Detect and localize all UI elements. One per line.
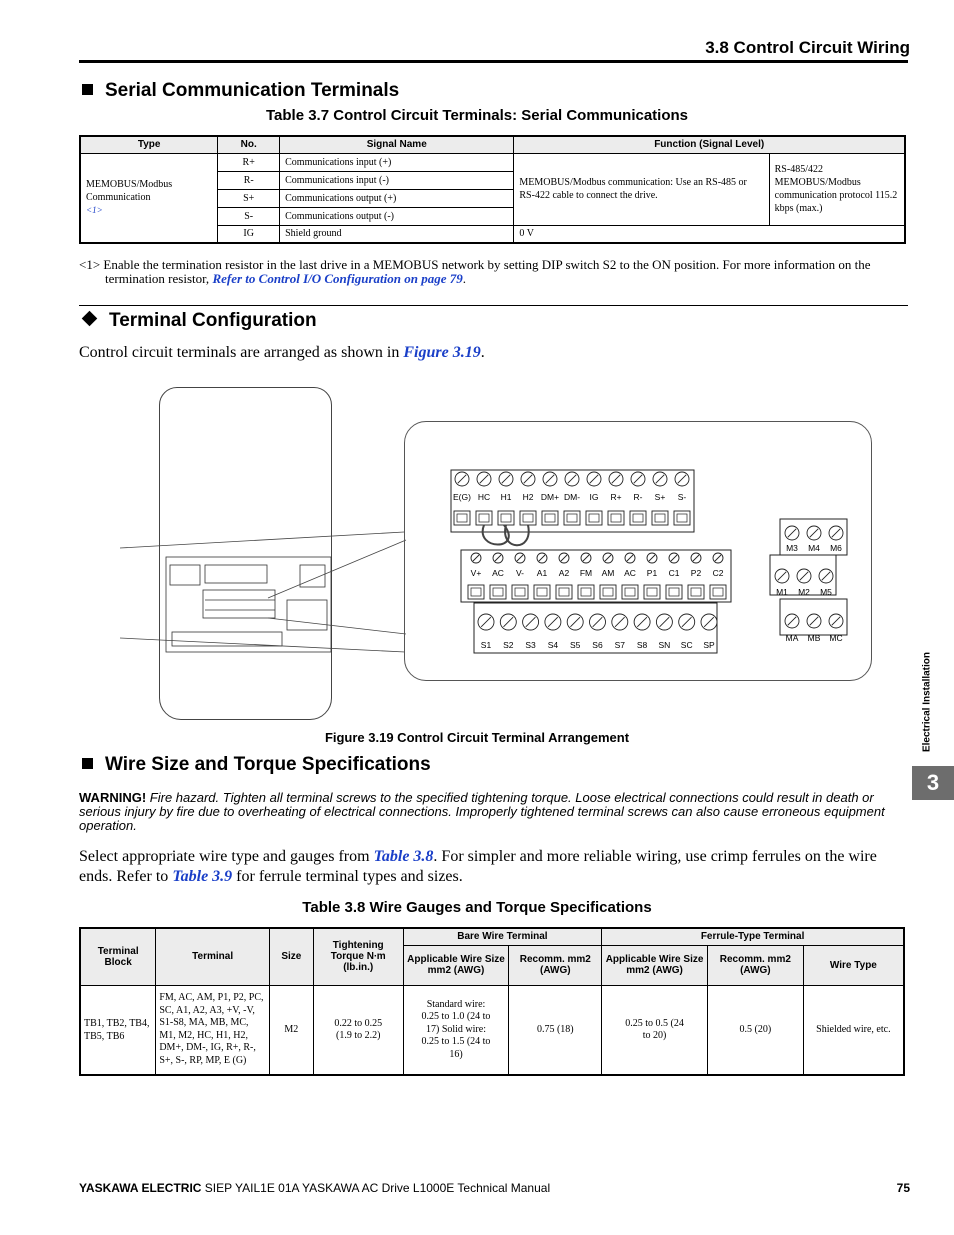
ig-level: 0 V — [514, 225, 905, 243]
cell-ferrule-recomm: 0.5 (20) — [707, 985, 803, 1075]
terminal-label: P1 — [646, 568, 658, 578]
terminal-label: M5 — [820, 587, 832, 597]
cell-bare-recomm: 0.75 (18) — [509, 985, 602, 1075]
terminal-label: S3 — [525, 640, 536, 650]
terminal-slot — [578, 585, 594, 599]
signal-name: Shield ground — [280, 225, 514, 243]
col-no: No. — [218, 136, 280, 153]
terminal-label: SP — [703, 640, 715, 650]
terminal-slot — [622, 585, 638, 599]
terminal-slot — [520, 511, 536, 525]
terminal-label: MC — [829, 633, 843, 643]
terminal-slot — [534, 585, 550, 599]
terminal-config-heading: Terminal Configuration — [82, 310, 317, 332]
side-tab: Electrical Installation — [921, 651, 933, 753]
terminal-label: P2 — [690, 568, 702, 578]
col-function: Function (Signal Level) — [514, 136, 905, 153]
square-bullet-icon — [82, 758, 93, 769]
col-ferrule-recomm: Recomm. mm2 (AWG) — [707, 945, 803, 985]
wire-heading: Wire Size and Torque Specifications — [82, 754, 431, 776]
terminal-slot — [674, 511, 690, 525]
table-3-8-caption: Table 3.8 Wire Gauges and Torque Specifications — [302, 899, 652, 916]
terminal-label: S1 — [480, 640, 492, 650]
terminal-label: S+ — [654, 492, 666, 502]
wire-gauge-table — [79, 927, 905, 1076]
terminal-label: A2 — [558, 568, 570, 578]
cell-size: M2 — [269, 985, 313, 1075]
terminal-no: R- — [218, 171, 280, 189]
terminal-label: H1 — [500, 492, 512, 502]
col-type: Type — [80, 136, 218, 153]
terminal-label: M2 — [798, 587, 810, 597]
terminal-label: C2 — [712, 568, 724, 578]
terminal-label: M1 — [776, 587, 788, 597]
terminal-slot — [490, 585, 506, 599]
cell-block: TB1, TB2, TB4, TB5, TB6 — [80, 985, 156, 1075]
terminal-label: C1 — [668, 568, 680, 578]
terminal-label: R- — [633, 492, 643, 502]
col-bare-recomm: Recomm. mm2 (AWG) — [509, 945, 602, 985]
figure-3-19-link[interactable]: Figure 3.19 — [403, 344, 481, 361]
cell-ferrule-applicable: 0.25 to 0.5 (24 to 20) — [602, 985, 708, 1075]
terminal-label: E(G) — [453, 492, 471, 502]
terminal-slot — [498, 511, 514, 525]
terminal-label: SN — [658, 640, 671, 650]
footer: YASKAWA ELECTRIC SIEP YAIL1E 01A YASKAWA AC Drive L1000E Technical Manual — [79, 1181, 551, 1195]
terminal-slot — [710, 585, 726, 599]
terminal-label: IG — [589, 492, 599, 502]
col-ferrule: Ferrule-Type Terminal — [602, 928, 904, 945]
terminal-label: SC — [680, 640, 693, 650]
warning-text: WARNING! Fire hazard. Tighten all terminal screws to the specified tightening torque. Loose electrical connections could result in death or serious injury by fire due to overheating of electrical connections. Improperly tightened terminal screws can also cause erroneous equipment operation. — [79, 790, 885, 833]
terminal-slot — [476, 511, 492, 525]
cell-torque: 0.22 to 0.25 (1.9 to 2.2) — [313, 985, 403, 1075]
terminal-slot — [556, 585, 572, 599]
cell-bare-applicable: Standard wire: 0.25 to 1.0 (24 to 17) Solid wire: 0.25 to 1.5 (24 to 16) — [403, 985, 509, 1075]
terminal-label: S8 — [636, 640, 648, 650]
terminal-slot — [688, 585, 704, 599]
terminal-label: H2 — [522, 492, 534, 502]
terminal-label: M3 — [786, 543, 798, 553]
cell-wire-type: Shielded wire, etc. — [803, 985, 904, 1075]
signal-name: Communications output (-) — [280, 207, 514, 225]
terminal-slot — [666, 585, 682, 599]
chapter-number: 3 — [912, 766, 954, 800]
table-row — [80, 985, 904, 1075]
terminal-label: S2 — [503, 640, 514, 650]
footnote-ref-link[interactable]: <1> — [86, 205, 103, 216]
terminal-label: A1 — [536, 568, 548, 578]
terminal-slot — [586, 511, 602, 525]
terminal-config-intro: Control circuit terminals are arranged as shown in Figure 3.19. — [79, 344, 485, 361]
figure-caption: Figure 3.19 Control Circuit Terminal Arrangement — [324, 730, 630, 745]
table-header-row — [80, 928, 904, 945]
cell-terminal: FM, AC, AM, P1, P2, PC, SC, A1, A2, A3, +V, -V, S1-S8, MA, MB, MC, M1, M2, HC, H1, H2, DM+, DM-, IG, R+, R-, S+, S-, RP, MP, E (G) — [156, 985, 270, 1075]
col-size: Size — [269, 928, 313, 985]
terminal-no: IG — [218, 225, 280, 243]
control-io-config-link[interactable]: Refer to Control I/O Configuration on page 79 — [212, 271, 463, 286]
col-signal: Signal Name — [280, 136, 514, 153]
terminal-slot — [630, 511, 646, 525]
col-bare-wire: Bare Wire Terminal — [403, 928, 602, 945]
terminal-label: R+ — [610, 492, 622, 502]
col-torque: Tightening Torque N∙m (lb.in.) — [313, 928, 403, 985]
signal-name: Communications output (+) — [280, 189, 514, 207]
footnote: <1> Enable the termination resistor in the last drive in a MEMOBUS network by setting DIP switch S2 to the ON position. For more information on the termination resistor, Refer to Control I/O Configuration on page 79. — [79, 257, 871, 286]
terminal-no: R+ — [218, 153, 280, 171]
wire-paragraph: Select appropriate wire type and gauges from Table 3.8. For simpler and more reliable wiring, use crimp ferrules on the wire ends. Refer to Table 3.9 for ferrule terminal types and sizes. — [79, 848, 877, 885]
terminal-slot — [564, 511, 580, 525]
terminal-label: DM+ — [540, 492, 560, 502]
terminal-label: MA — [785, 633, 799, 643]
terminal-label: AM — [601, 568, 615, 578]
warning-label: WARNING! — [79, 790, 147, 805]
terminal-slot — [454, 511, 470, 525]
terminal-label: AC — [492, 568, 504, 578]
type-cell: MEMOBUS/Modbus Communication <1> — [80, 153, 218, 243]
signal-name: Communications input (-) — [280, 171, 514, 189]
table-3-7-caption: Table 3.7 Control Circuit Terminals: Serial Communications — [265, 107, 689, 124]
terminal-slot — [468, 585, 484, 599]
col-ferrule-applicable: Applicable Wire Size mm2 (AWG) — [602, 945, 708, 985]
signal-name: Communications input (+) — [280, 153, 514, 171]
terminal-label: S- — [677, 492, 687, 502]
terminal-label: S5 — [569, 640, 581, 650]
terminal-label: MB — [807, 633, 821, 643]
terminal-label: V+ — [470, 568, 482, 578]
terminal-label: FM — [579, 568, 593, 578]
col-bare-applicable: Applicable Wire Size mm2 (AWG) — [403, 945, 509, 985]
signal-level: RS-485/422 MEMOBUS/Modbus communication protocol 115.2 kbps (max.) — [769, 153, 905, 225]
terminal-slot — [512, 585, 528, 599]
terminal-no: S- — [218, 207, 280, 225]
drive-control-board — [166, 557, 331, 652]
terminal-label: HC — [477, 492, 491, 502]
footer-brand: YASKAWA ELECTRIC — [79, 1181, 202, 1195]
terminal-label: DM- — [563, 492, 581, 502]
serial-heading: Serial Communication Terminals — [82, 80, 399, 102]
terminal-label: AC — [624, 568, 636, 578]
col-terminal: Terminal — [156, 928, 270, 985]
table-3-8-link[interactable]: Table 3.8 — [373, 848, 434, 865]
table-3-9-link[interactable]: Table 3.9 — [172, 868, 233, 885]
col-terminal-block: Terminal Block — [80, 928, 156, 985]
terminal-zoom-svg — [404, 421, 872, 681]
terminal-label: M6 — [830, 543, 842, 553]
terminal-label: S4 — [547, 640, 559, 650]
section-header-title: 3.8 Control Circuit Wiring — [705, 38, 910, 57]
terminal-no: S+ — [218, 189, 280, 207]
terminal-slot — [608, 511, 624, 525]
terminal-label: V- — [515, 568, 525, 578]
terminal-slot — [644, 585, 660, 599]
terminal-label: S6 — [592, 640, 603, 650]
page-number: 75 — [896, 1181, 910, 1195]
function-desc: MEMOBUS/Modbus communication: Use an RS-485 or RS-422 cable to connect the drive. — [514, 153, 769, 225]
terminal-label: M4 — [808, 543, 820, 553]
terminal-slot — [652, 511, 668, 525]
terminal-slot — [600, 585, 616, 599]
col-wire-type: Wire Type — [803, 945, 904, 985]
terminal-label: S7 — [614, 640, 626, 650]
terminal-slot — [542, 511, 558, 525]
